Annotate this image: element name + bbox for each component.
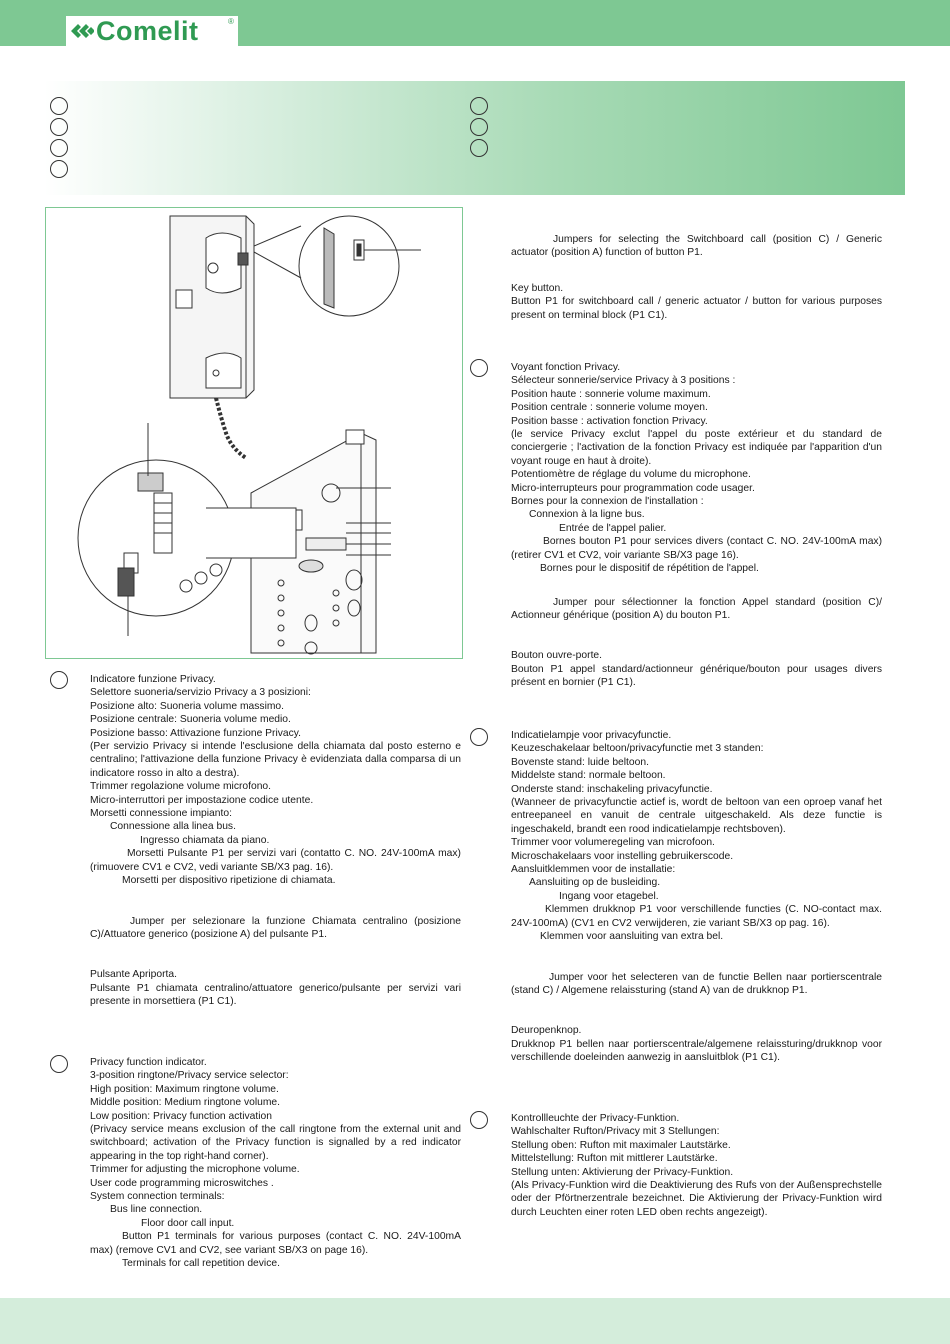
nl-line-4: Middelste stand: normale beltoon.	[511, 770, 666, 782]
en-line-8: System connection terminals:	[90, 1191, 225, 1203]
nl-jumper: Jumper voor het selecteren van de functie Bellen naar portierscentrale (stand C) / Algemene relaissturing (stand A) van de drukknop P1.	[511, 971, 882, 996]
brand-registered-mark: ®	[228, 17, 234, 26]
fr-privacy-note: (le service Privacy exclut l'appel du poste extérieur et du standard de conciergerie ; l'activation de la fonction Privacy est indiquée par l'apparition d'un voyant rouge en haut à droite).	[511, 429, 882, 467]
en-line-4: Middle position: Medium ringtone volume.	[90, 1097, 281, 1109]
it-bus: Connessione alla linea bus.	[110, 821, 236, 833]
de-line-4: Mittelstellung: Rufton mit mittlerer Lautstärke.	[511, 1153, 718, 1165]
right-en-block	[511, 233, 882, 322]
it-line-5: Posizione basso: Attivazione funzione Privacy.	[90, 727, 302, 739]
de-line-2: Wahlschalter Rufton/Privacy mit 3 Stellungen:	[511, 1126, 720, 1138]
it-line-1: Indicatore funzione Privacy.	[90, 674, 216, 685]
fr-line-3: Position haute : sonnerie volume maximum.	[511, 388, 711, 400]
nl-line-6: Trimmer voor volumeregeling van microfoon.	[511, 837, 715, 849]
nl-bus: Aansluiting op de busleiding.	[529, 877, 661, 889]
de-line-1: Kontrollleuchte der Privacy-Funktion.	[511, 1113, 680, 1124]
nl-line-8: Aansluitklemmen voor de installatie:	[511, 864, 676, 876]
it-line-8: Morsetti connessione impianto:	[90, 808, 232, 820]
it-jumper: Jumper per selezionare la funzione Chiamata centralino (posizione C)/Attuatore generico (posizione A) del pulsante P1.	[90, 915, 461, 940]
en-floor: Floor door call input.	[141, 1217, 235, 1229]
nl-block	[511, 729, 882, 1065]
it-marker-circle	[50, 671, 68, 689]
nl-p1-terminals: Klemmen drukknop P1 voor verschillende functies (C. NO-contact max. 24V-100mA) (CV1 en CV2 verwijderen, zie variant SB/X3 op pag. 16).	[511, 904, 882, 929]
fr-key-button: Bouton ouvre-porte.	[511, 650, 603, 662]
en-line-1: Privacy function indicator.	[90, 1057, 207, 1068]
fr-line-6: Potentiomètre de réglage du volume du microphone.	[511, 469, 751, 481]
it-block	[90, 673, 461, 1009]
nl-line-5: Onderste stand: inschakeling privacyfunctie.	[511, 783, 713, 795]
fr-line-7: Micro-interrupteurs pour programmation code usager.	[511, 482, 755, 494]
it-privacy-note: (Per servizio Privacy si intende l'esclusione della chiamata dal posto esterno e centralino; l'attivazione della funzione Privacy è evidenziata dalla comparsa di un indicatore rosso in alto a destra).	[90, 741, 461, 779]
nl-line-2: Keuzeschakelaar beltoon/privacyfunctie met 3 standen:	[511, 743, 764, 755]
fr-floor: Entrée de l'appel palier.	[559, 522, 667, 534]
brand-name: Comelit	[96, 16, 199, 46]
it-repetition: Morsetti per dispositivo ripetizione di chiamata.	[122, 875, 336, 887]
language-circle-7	[470, 139, 488, 157]
language-circle-1	[50, 97, 68, 115]
language-circle-3	[50, 139, 68, 157]
it-p1-terminals: Morsetti Pulsante P1 per servizi vari (contatto C. NO. 24V-100mA max) (rimuovere CV1 e CV2, vedi variante SB/X3 pag. 16).	[90, 848, 461, 873]
fr-marker-circle	[470, 359, 488, 377]
it-line-6: Trimmer regolazione volume microfono.	[90, 781, 272, 793]
right-en-jumper: Jumpers for selecting the Switchboard call (position C) / Generic actuator (position A) function of button P1.	[511, 234, 882, 259]
fr-jumper: Jumper pour sélectionner la fonction Appel standard (position C)/ Actionneur générique (position A) du bouton P1.	[511, 596, 882, 621]
fr-p1-terminals: Bornes bouton P1 pour services divers (contact C. NO. 24V-100mA max) (retirer CV1 et CV2, voir variante SB/X3 page 16).	[511, 536, 882, 561]
en-bus: Bus line connection.	[110, 1204, 203, 1216]
en-line-3: High position: Maximum ringtone volume.	[90, 1083, 279, 1095]
en-line-6: Trimmer for adjusting the microphone volume.	[90, 1164, 300, 1176]
fr-block	[511, 361, 882, 690]
nl-marker-circle	[470, 728, 488, 746]
fr-line-5: Position basse : activation fonction Privacy.	[511, 415, 708, 427]
de-line-3: Stellung oben: Rufton mit maximaler Lautstärke.	[511, 1139, 731, 1151]
fr-line-2: Sélecteur sonnerie/service Privacy à 3 positions :	[511, 375, 736, 387]
fr-bus: Connexion à la ligne bus.	[529, 509, 645, 521]
it-line-7: Micro-interruttori per impostazione codice utente.	[90, 794, 314, 806]
de-line-5: Stellung unten: Aktivierung der Privacy-Funktion.	[511, 1166, 734, 1178]
language-circle-4	[50, 160, 68, 178]
nl-repetition: Klemmen voor aansluiting van extra bel.	[540, 931, 724, 943]
en-line-7: User code programming microswitches .	[90, 1177, 274, 1189]
en-block	[90, 1056, 461, 1271]
nl-line-1: Indicatielampje voor privacyfunctie.	[511, 730, 672, 741]
fr-repetition: Bornes pour le dispositif de répétition de l'appel.	[540, 563, 759, 575]
en-line-2: 3-position ringtone/Privacy service selector:	[90, 1070, 289, 1082]
it-line-2: Selettore suoneria/servizio Privacy a 3 posizioni:	[90, 687, 311, 699]
nl-privacy-note: (Wanneer de privacyfunctie actief is, wordt de beltoon van een oproep vanaf het entreepaneel en vanuit de centrale uitgeschakeld. Als deze functie is ingeschakeld, brandt een rood indicatielampje rechtsboven).	[511, 797, 882, 835]
right-en-button-p1: Button P1 for switchboard call / generic actuator / button for various purposes present on terminal block (P1 C1).	[511, 296, 882, 321]
en-line-5: Low position: Privacy function activation	[90, 1110, 273, 1122]
footer-bar	[0, 1298, 950, 1344]
it-line-4: Posizione centrale: Suoneria volume medio.	[90, 714, 291, 726]
it-key-button: Pulsante Apriporta.	[90, 969, 178, 981]
fr-line-8: Bornes pour la connexion de l'installation :	[511, 496, 704, 508]
it-button-p1: Pulsante P1 chiamata centralino/attuatore generico/pulsante per servizi vari presente in morsettiera (P1 C1).	[90, 982, 461, 1008]
fr-button-p1: Bouton P1 appel standard/actionneur générique/bouton pour usages divers présent en bornier (P1 C1).	[511, 663, 882, 689]
right-en-key-button: Key button.	[511, 282, 564, 294]
nl-line-7: Microschakelaars voor instelling gebruikerscode.	[511, 850, 734, 862]
nl-line-3: Bovenste stand: luide beltoon.	[511, 756, 649, 768]
de-privacy-note: (Als Privacy-Funktion wird die Deaktivierung des Rufs von der Außensprechstelle oder der Pförtnerzentrale bezeichnet. Die Aktivierung der Privacy-Funktion wird durch Leuchten einer roten LED oben rechts angezeigt).	[511, 1180, 882, 1218]
de-marker-circle	[470, 1111, 488, 1129]
nl-button-p1: Drukknop P1 bellen naar portierscentrale/algemene relaissturing/drukknop voor verschillende doeleinden aanwezig in aansluitblok (P1 C1).	[511, 1038, 882, 1064]
comelit-mark-icon	[69, 20, 95, 42]
nl-floor: Ingang voor etagebel.	[559, 890, 659, 902]
nl-key-button: Deuropenknop.	[511, 1025, 582, 1037]
language-circle-6	[470, 118, 488, 136]
it-line-3: Posizione alto: Suoneria volume massimo.	[90, 700, 285, 712]
en-repetition: Terminals for call repetition device.	[122, 1258, 280, 1270]
language-circle-5	[470, 97, 488, 115]
en-p1-terminals: Button P1 terminals for various purposes (contact C. NO. 24V-100mA max) (remove CV1 and CV2, see variant SB/X3 on page 16).	[90, 1231, 461, 1256]
en-privacy-note: (Privacy service means exclusion of the call ringtone from the external unit and switchboard; activation of the Privacy function is signalled by a red indicator appearing in the top right-hand corner).	[90, 1124, 461, 1162]
de-block	[511, 1112, 882, 1219]
en-marker-circle	[50, 1055, 68, 1073]
technical-drawing	[45, 207, 463, 659]
brand-logo	[66, 16, 238, 46]
language-circle-2	[50, 118, 68, 136]
fr-line-1: Voyant fonction Privacy.	[511, 362, 621, 373]
it-floor: Ingresso chiamata da piano.	[140, 834, 270, 846]
fr-line-4: Position centrale : sonnerie volume moyen.	[511, 402, 708, 414]
